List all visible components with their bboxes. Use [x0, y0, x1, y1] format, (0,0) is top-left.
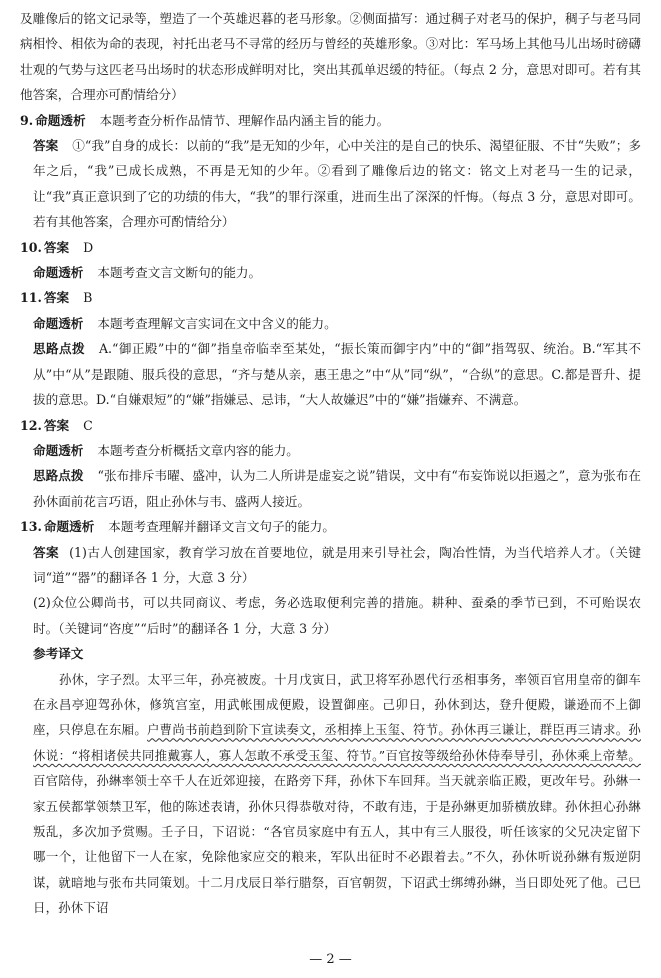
q10-label-answer: 答案 — [43, 239, 70, 255]
q13-reference-translation — [20, 667, 641, 921]
q10-analysis — [20, 260, 641, 285]
q11-answer — [20, 285, 641, 310]
q12-label-hint: 思路点拨 — [33, 468, 84, 484]
q10-answer — [20, 235, 641, 260]
q12-answer-text: C — [83, 417, 93, 433]
q9-analysis — [20, 108, 641, 133]
q11-label-analysis: 命题透析 — [33, 315, 84, 331]
q13-answer-2: (2)众位公卿尚书，可以共同商议、考虑，务必选取便利完善的措施。耕种、蚕桑的季节已到，不可贻误农时。（关键词“咨度”“后时”的翻译各 1 分，大意 3 分） — [33, 595, 641, 636]
translation-part-b: 百官陪侍，孙綝率领士卒千人在近郊迎接，在路旁下拜，孙休下车回拜。当天就亲临正殿，更改年号。孙綝一家五侯都掌领禁卫军，他的陈述表请，孙休只得恭敬对待，不敢有违，于是孙綝更加骄横放肆。孙休担心孙綝叛乱，多次加予赏赐。壬子日，下诏说：“各官员家庭中有五人，其中有三人服役，听任该家的父兄决定留下哪一个，让他留下一人在家，免除他家应交的粮来，军队出征时不必跟着去。”不久，孙休听说孙綝有叛逆阴谋，就暗地与张布共同策划。十二月戊辰日举行腊祭，百官朝贺，下诏武士绑缚孙綝，当日即处死了他。己巳日，孙休下诏 — [33, 773, 641, 916]
q9-answer-text: ①“我”自身的成长：以前的“我”是无知的少年，心中关注的是自己的快乐、渴望征服、不甘“失败”；多年之后，“我”已成长成熟，不再是无知的少年。②看到了雕像后边的铭文：铭文上对老马一生的记录，让“我”真正意识到了它的功绩的伟大，“我”的罪行深重，进而生出了深深的忏悔。（每点 3 分，意思对即可。若有其他答案，合理亦可酌情给分） — [33, 138, 642, 230]
q11-number: 11. — [20, 290, 42, 306]
q11-label-answer: 答案 — [43, 290, 70, 306]
q13-label-answer: 答案 — [33, 544, 60, 560]
q11-answer-text: B — [83, 290, 93, 306]
carry-over-paragraph: 及雕像后的铭文记录等，塑造了一个英雄迟暮的老马形象。②侧面描写：通过稠子对老马的保护，稠子与老马同病相怜、相依为命的表现，衬托出老马不寻常的经历与曾经的英雄形象。③对比：军马场上其他马儿出场时磅礴壮观的气势与这匹老马出场时的状态形成鲜明对比，突出其孤单迟缓的特征。（每点 2 分，意思对即可。若有其他答案，合理亦可酌情给分） — [20, 11, 641, 103]
q12-analysis-text: 本题考查分析概括文章内容的能力。 — [97, 442, 299, 458]
q11-hint-text: A.“御正殿”中的“御”指皇帝临幸至某处，“振长策而御宇内”中的“御”指驾驭、统治。B.“军其不从”中“从”是跟随、服兵役的意思，“齐与楚从亲，惠王患之”中“从”同“纵”，“合纵”的意思。C.都是晋升、提拔的意思。D.“自嫌艰短”的“嫌”指嫌忌、忌讳，“大人故嫌迟”中的“嫌”指嫌弃、不满意。 — [33, 341, 641, 408]
translation-part-a: 孙休，字子烈。太平三年，孙亮被废。十月戊寅日，武卫将军孙恩代行丞相事务，率领百官用皇帝的御车在永昌亭迎驾孙休，修筑宫室，用武帐围成便殿，设置御座。己卯日，孙休到达，登升便殿，谦逊而不上御座，只停息在东厢。 — [33, 671, 641, 738]
translation-wavy-underlined: 户曹尚书前趋到阶下宣读奏文，丞相捧上玉玺、符节。孙休再三谦让，群臣再三请求。孙休说：“将相诸侯共同推戴寡人，寡人怎敢不承受玉玺、符节。”百官按等级给孙休侍奉导引，孙休乘上帝辇。 — [33, 722, 641, 763]
q10-answer-text: D — [83, 239, 94, 255]
q12-label-answer: 答案 — [43, 417, 70, 433]
q9-number: 9. — [20, 112, 34, 128]
q10-analysis-text: 本题考查文言文断句的能力。 — [97, 265, 262, 281]
q13-analysis-text: 本题考查理解并翻译文言文句子的能力。 — [108, 519, 335, 535]
q9-label-analysis: 命题透析 — [35, 112, 86, 128]
q13-answer-1-text: (1)古人创建国家，教育学习放在首要地位，就是用来引导社会，陶冶性情，为当代培养人才。（关键词“道”“器”的翻译各 1 分，大意 3 分） — [33, 544, 642, 585]
q13-number: 13. — [20, 519, 42, 535]
q13-answer-1 — [20, 540, 641, 591]
q13-analysis — [20, 514, 641, 539]
q12-analysis — [20, 438, 641, 463]
q11-hint — [20, 336, 641, 412]
q11-analysis — [20, 311, 641, 336]
q12-answer — [20, 413, 641, 438]
q9-answer — [20, 133, 641, 235]
q12-hint-text: “张布排斥韦曜、盛冲，认为二人所讲是虚妄之说”错误，文中有“布妄饰说以拒遏之”，意为张布在孙休面前花言巧语，阻止孙休与韦、盛两人接近。 — [33, 468, 642, 509]
q10-number: 10. — [20, 239, 42, 255]
q13-reference-translation-label: 参考译文 — [33, 646, 84, 662]
q12-hint — [20, 463, 641, 514]
q10-label-analysis: 命题透析 — [33, 265, 84, 281]
q11-label-hint: 思路点拨 — [33, 341, 85, 357]
q11-analysis-text: 本题考查理解文言实词在文中含义的能力。 — [97, 315, 337, 331]
q9-analysis-text: 本题考查分析作品情节、理解作品内涵主旨的能力。 — [99, 112, 390, 128]
q13-label-analysis: 命题透析 — [43, 519, 95, 535]
q9-label-answer: 答案 — [33, 138, 59, 154]
page-number: — 2 — — [309, 952, 352, 967]
q12-label-analysis: 命题透析 — [33, 442, 84, 458]
q12-number: 12. — [20, 417, 42, 433]
